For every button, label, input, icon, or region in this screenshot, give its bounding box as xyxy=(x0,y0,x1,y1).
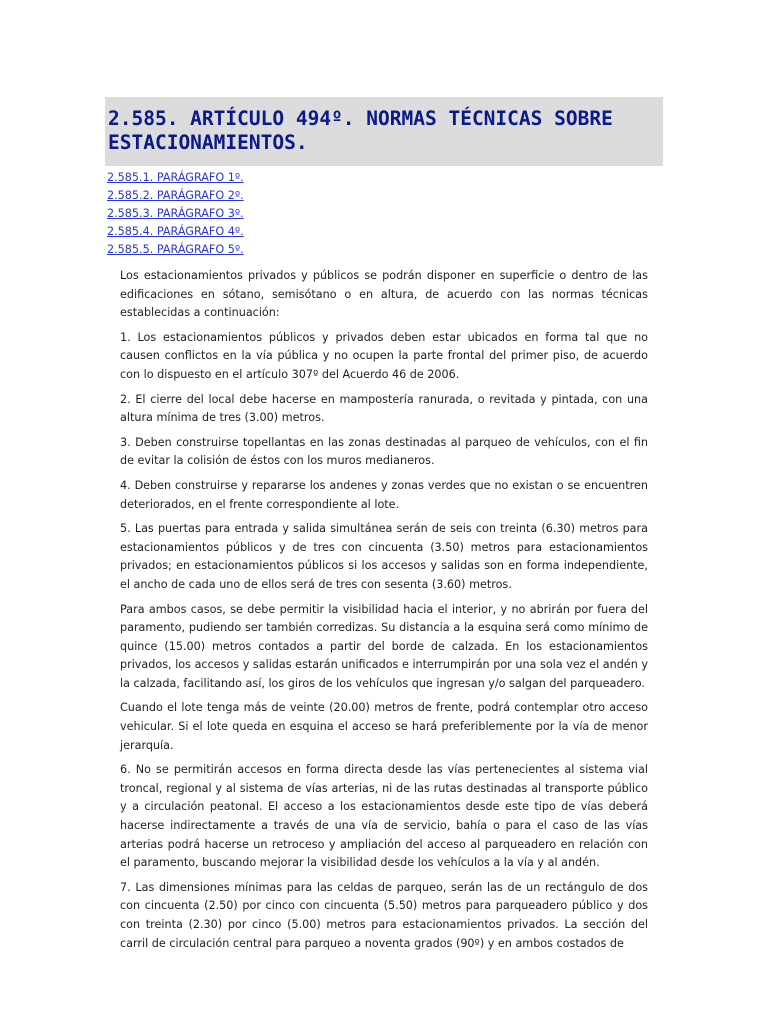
rule-paragraph-6: 6. No se permitirán accesos en forma directa desde las vías pertenecientes al sistema vial troncal, regional y al sistema de vías arterias, ni de las rutas destinadas al transporte público y a circulación peatonal. El acceso a los estacionamientos desde este tipo de vías deberá hacerse indirectamente a través de una vía de servicio, bahía o para el caso de las vías arterias podrá hacerse un retroceso y ampliación del acceso al parqueadero en relación con el paramento, buscando mejorar la visibilidad desde los vehículos a la vía y al andén. xyxy=(120,763,648,870)
rule-paragraph-5: 5. Las puertas para entrada y salida simultánea serán de seis con treinta (6.30) metros para estacionamientos públicos y de tres con cincuenta (3.50) metros para estacionamientos privados; en estacionamientos públicos si los accesos y salidas son en forma independiente, el ancho de cada uno de ellos será de tres con sesenta (3.60) metros. xyxy=(120,522,648,591)
rule-paragraph-5-visibility: Para ambos casos, se debe permitir la visibilidad hacia el interior, y no abrirán por fuera del paramento, pudiendo ser también corredizas. Su distancia a la esquina será como mínimo de quince (15.00) metros contados a partir del borde de calzada. En los estacionamientos privados, los accesos y salidas estarán unificados e interrumpirán por una sola vez el andén y la calzada, facilitando así, los giros de los vehículos que ingresan y/o salgan del parqueadero. xyxy=(120,602,648,690)
toc-link-paragrafo-1[interactable]: 2.585.1. PARÁGRAFO 1º. xyxy=(107,171,244,184)
list-item xyxy=(107,169,407,187)
toc-link-paragrafo-5[interactable]: 2.585.5. PARÁGRAFO 5º. xyxy=(107,243,244,256)
rule-paragraph-2: 2. El cierre del local debe hacerse en mampostería ranurada, o revitada y pintada, con una altura mínima de tres (3.00) metros. xyxy=(120,392,648,425)
rule-paragraph-7: 7. Las dimensiones mínimas para las celdas de parqueo, serán las de un rectángulo de dos con cincuenta (2.50) por cinco con cincuenta (5.50) metros para parqueadero público y dos con treinta (2.30) por cinco (5.00) metros para estacionamientos privados. La sección del carril de circulación central para parqueo a noventa grados (90º) y en ambos costados de xyxy=(120,880,648,950)
title-banner xyxy=(105,97,663,166)
rule-paragraph-5-corner-lot: Cuando el lote tenga más de veinte (20.00) metros de frente, podrá contemplar otro acceso vehicular. Si el lote queda en esquina el acceso se hará preferiblemente por la vía de menor jerarquía. xyxy=(120,701,648,752)
list-item xyxy=(107,241,407,259)
paragraph-index xyxy=(107,169,407,259)
toc-link-paragrafo-4[interactable]: 2.585.4. PARÁGRAFO 4º. xyxy=(107,225,244,238)
toc-link-paragrafo-2[interactable]: 2.585.2. PARÁGRAFO 2º. xyxy=(107,189,244,202)
toc-link-paragrafo-3[interactable]: 2.585.3. PARÁGRAFO 3º. xyxy=(107,207,244,220)
rule-paragraph-3: 3. Deben construirse topellantas en las zonas destinadas al parqueo de vehículos, con el fin de evitar la colisión de éstos con los muros medianeros. xyxy=(120,435,648,468)
article-body xyxy=(120,267,648,959)
article-title: 2.585. ARTÍCULO 494º. NORMAS TÉCNICAS SOBRE ESTACIONAMIENTOS. xyxy=(108,107,613,154)
rule-paragraph-4: 4. Deben construirse y repararse los andenes y zonas verdes que no existan o se encuentren deteriorados, en el frente correspondiente al lote. xyxy=(120,478,648,511)
list-item xyxy=(107,223,407,241)
list-item xyxy=(107,205,407,223)
list-item xyxy=(107,187,407,205)
rule-paragraph-1: 1. Los estacionamientos públicos y privados deben estar ubicados en forma tal que no causen conflictos en la vía pública y no ocupen la parte frontal del primer piso, de acuerdo con lo dispuesto en el artículo 307º del Acuerdo 46 de 2006. xyxy=(120,330,648,381)
intro-paragraph: Los estacionamientos privados y públicos se podrán disponer en superficie o dentro de las edificaciones en sótano, semisótano o en altura, de acuerdo con las normas técnicas establecidas a continuación: xyxy=(120,269,648,320)
